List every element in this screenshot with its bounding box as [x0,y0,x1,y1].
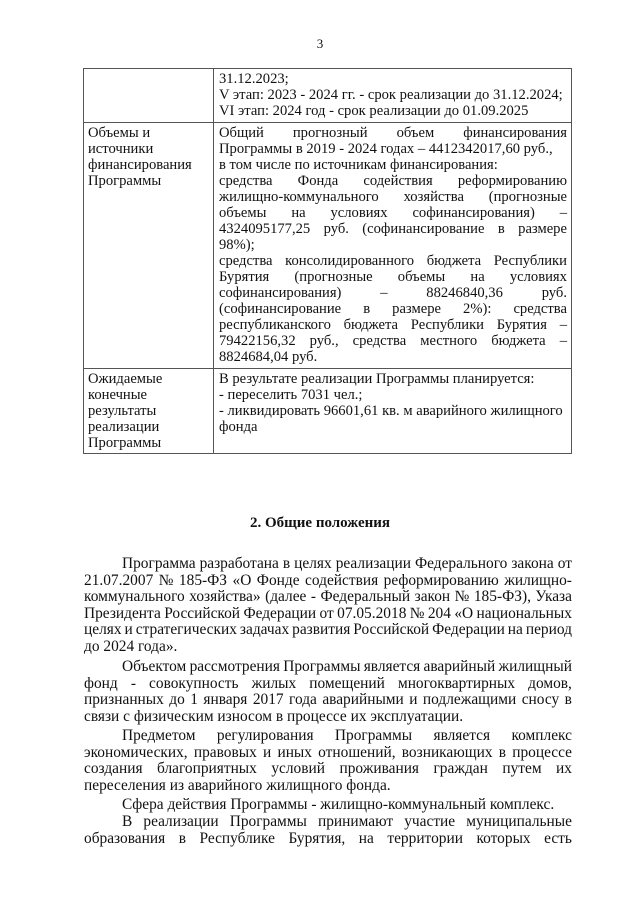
passport-label-cell [84,123,214,369]
word: разработана [199,555,279,572]
passport-label-cell [84,369,214,454]
text-line: В результате реализации Программы планируется: [219,371,535,387]
word: бюджета [426,253,482,269]
word: в [564,691,572,708]
word: и [263,743,272,761]
passport-label-cell [84,69,214,123]
text-line [219,269,567,285]
word: коммунального [84,588,185,605]
word: домов, [528,674,572,692]
word: жилищно-коммунального [219,189,379,205]
word: Федерации [432,621,505,638]
word: прогнозный [292,125,368,141]
word: в [363,301,371,317]
word: развития [292,621,351,638]
text-line [84,659,572,676]
word: Российской [353,621,430,638]
word: софинансирования) [219,285,342,301]
word: средства [219,173,273,189]
word: Республики [410,317,484,333]
text-line: Программы в 2019 - 2024 годах – 4412342017,60 руб., [219,141,553,157]
word: местного [420,333,478,349]
word: содействия [305,571,379,589]
word: «О [232,571,252,589]
text-line [84,831,572,848]
word: объемы [397,269,446,285]
label-line: Объемы и [88,125,151,141]
word: проживания [339,760,420,777]
word: на [291,205,306,221]
paragraph [84,728,572,794]
text-line: - ликвидировать 96601,61 кв. м аварийного жилищного [219,403,563,419]
word: жилищно- [504,571,572,589]
word: - [130,674,136,692]
word: Программы [283,658,361,675]
word: средства [352,333,407,349]
text-line [219,221,567,237]
word: (прогнозные [488,189,567,205]
word: объем [396,125,435,141]
word: граждан [433,760,488,777]
text-line [219,253,567,269]
text-line: связи с физическим износом в процессе их эксплуатации. [84,707,464,725]
label-line: Программы [88,173,162,189]
word: и [409,691,418,708]
word: период [525,621,572,638]
word: Программы [334,727,413,744]
word: их [556,760,572,777]
word: Федерации [243,604,317,622]
word: многоквартирных [397,674,516,692]
text-line [84,676,572,693]
word: целях [294,555,332,572]
word: Федерального [414,555,508,572]
section-heading: 2. Общие положения [249,515,391,531]
word: 2%): [463,301,492,317]
paragraph [84,797,572,814]
text-line: переселения из аварийного жилищного фонда. [84,776,391,794]
word: на [358,829,374,847]
text-line [84,728,572,745]
word: сносу [521,691,560,708]
word: Республике [199,829,275,847]
text-line [84,692,572,709]
text-line [219,205,567,221]
word: в [497,221,505,237]
text-line: 98%); [219,237,255,253]
word: реформированию [457,173,567,189]
word: есть [544,829,572,847]
word: № [409,604,425,622]
text-line [219,125,567,141]
word: размере [518,221,567,237]
word: 185-ФЗ [178,571,228,589]
word: до [169,691,185,708]
passport-row [84,123,572,369]
word: задачах [239,621,290,638]
text-line [219,285,567,301]
word: 21.07.2007 [84,571,154,589]
word: – [380,285,388,301]
word: Российской [164,604,241,622]
word: закон [414,588,451,605]
word: участие [404,813,456,830]
word: (далее [265,588,307,605]
text-line: в том числе по источникам финансирования: [219,157,498,173]
word: 185-ФЗ), [473,588,531,605]
passport-table-body [84,69,572,454]
word: от [319,604,334,622]
word: которых [476,829,531,847]
text-line [84,573,572,590]
text-line [84,745,572,762]
word: 07.05.2018 [337,604,407,622]
word: Предметом [122,727,196,744]
word: (прогнозные [294,269,373,285]
word: бюджета [491,333,546,349]
label-line: результаты [88,403,157,419]
word: подлежащими [422,691,517,708]
word: территории [387,829,463,847]
word: правовых [193,743,257,761]
word: национальных [476,604,572,622]
text-line: Сфера действия Программы - жилищно-коммунальный комплекс. [122,796,555,813]
label-line: Ожидаемые [88,371,163,387]
text-line [84,606,572,623]
text-line [219,317,567,333]
word: целях [84,621,122,638]
word: является [433,727,491,744]
word: – [559,317,567,333]
word: 2017 [252,691,284,708]
text-line: 31.12.2023; [219,71,289,87]
word: – [559,205,567,221]
word: 88246840,36 [426,285,503,301]
text-line [84,589,572,606]
word: принимают [317,813,394,830]
text-line: 8824684,04 руб. [219,349,318,365]
word: аварийный [423,658,496,675]
word: бюджета [343,317,399,333]
text-line: V этап: 2023 - 2024 гг. - срок реализации до 31.12.2024; [219,87,563,103]
word: 79422156,32 [219,333,296,349]
label-line: реализации [88,419,160,435]
passport-content-cell [214,123,572,369]
word: Республики [493,253,567,269]
word: содействия [363,173,433,189]
word: размере [392,301,441,317]
word: рассмотрения [189,658,280,675]
word: республиканского [219,317,331,333]
word: средства [219,253,273,269]
word: в [498,743,507,761]
text-line [219,333,567,349]
word: аварийными [322,691,404,708]
word: в [178,829,186,847]
word: жилых [251,674,297,692]
word: объемы [219,205,267,221]
word: в [282,555,291,572]
word: Федеральный [320,588,411,605]
word: 4324095177,25 [219,221,311,237]
word: Бурятия [219,269,270,285]
word: средства [513,301,567,317]
word: Президента [84,604,161,622]
word: 204 [427,604,451,622]
word: является [363,658,421,675]
word: Фонде [256,571,300,589]
word: софинансирования) [412,205,535,221]
word: Программы [229,813,307,830]
passport-row [84,69,572,123]
word: хозяйства [403,189,464,205]
word: условий [271,760,325,777]
passport-content-cell [214,369,572,454]
word: на [507,621,523,638]
word: регулирования [216,727,314,744]
word: - [310,588,316,605]
label-line: конечные [88,387,148,403]
word: условиях [509,269,567,285]
text-line [84,622,572,639]
word: 1 [190,691,198,708]
word: возникающих [401,743,493,761]
page-number: 3 [316,36,324,51]
word: иных [277,743,312,761]
word: на [470,269,485,285]
label-line: финансирования [88,157,192,173]
word: В [122,813,133,830]
label-line: Программы [88,435,162,451]
word: условиях [330,205,388,221]
word: муниципальные [466,813,572,830]
label-line: источники [88,141,154,157]
word: создания [84,760,143,777]
word: № [158,571,174,589]
text-line [219,301,567,317]
word: руб. [323,221,349,237]
word: жилищный [498,658,572,675]
text-line [219,189,567,205]
word: Бурятия, [288,829,346,847]
word: комплекс [511,727,572,744]
paragraph [84,659,572,725]
word: и [124,621,133,638]
word: Фонда [297,173,339,189]
word: (софинансирование [362,221,485,237]
word: фонд [84,674,118,692]
text-line [84,814,572,831]
word: путем [502,760,542,777]
word: закона [511,555,554,572]
word: помещений [309,674,385,692]
word: реализации [143,813,219,830]
passport-row [84,369,572,454]
word: стратегических [135,621,237,638]
word: отношений, [318,743,396,761]
text-line [219,173,567,189]
text-line: VI этап: 2024 год - срок реализации до 01.09.2025 [219,103,529,119]
word: совокупность [149,674,239,692]
word: реформированию [383,571,499,589]
text-line: до 2024 года». [84,637,178,655]
word: хозяйства» [189,588,261,605]
word: Объектом [122,658,187,675]
word: «О [454,604,474,622]
text-line: - переселить 7031 чел.; [219,387,363,403]
word: экономических, [84,743,188,761]
word: консолидированного [285,253,415,269]
word: января [203,691,248,708]
word: руб. [541,285,567,301]
word: образования [84,829,166,847]
word: № [454,588,470,605]
word: признанных [84,691,164,708]
word: (софинансирование [219,301,342,317]
text-line: фонда [219,419,258,435]
word: Бурятия [496,317,547,333]
text-line [84,556,572,573]
word: благоприятных [157,760,257,777]
word: года [289,691,317,708]
word: реализации [335,555,411,572]
program-passport-table [83,68,572,454]
word: финансирования [463,125,567,141]
word: Общий [219,125,264,141]
word: Указа [535,588,572,605]
paragraph [84,556,572,655]
passport-content-cell [214,69,572,123]
word: процессе [512,743,572,761]
text-line [84,761,572,778]
paragraph [84,814,572,847]
word: от [557,555,572,572]
word: – [559,333,567,349]
word: руб., [309,333,339,349]
word: Программа [122,555,196,572]
